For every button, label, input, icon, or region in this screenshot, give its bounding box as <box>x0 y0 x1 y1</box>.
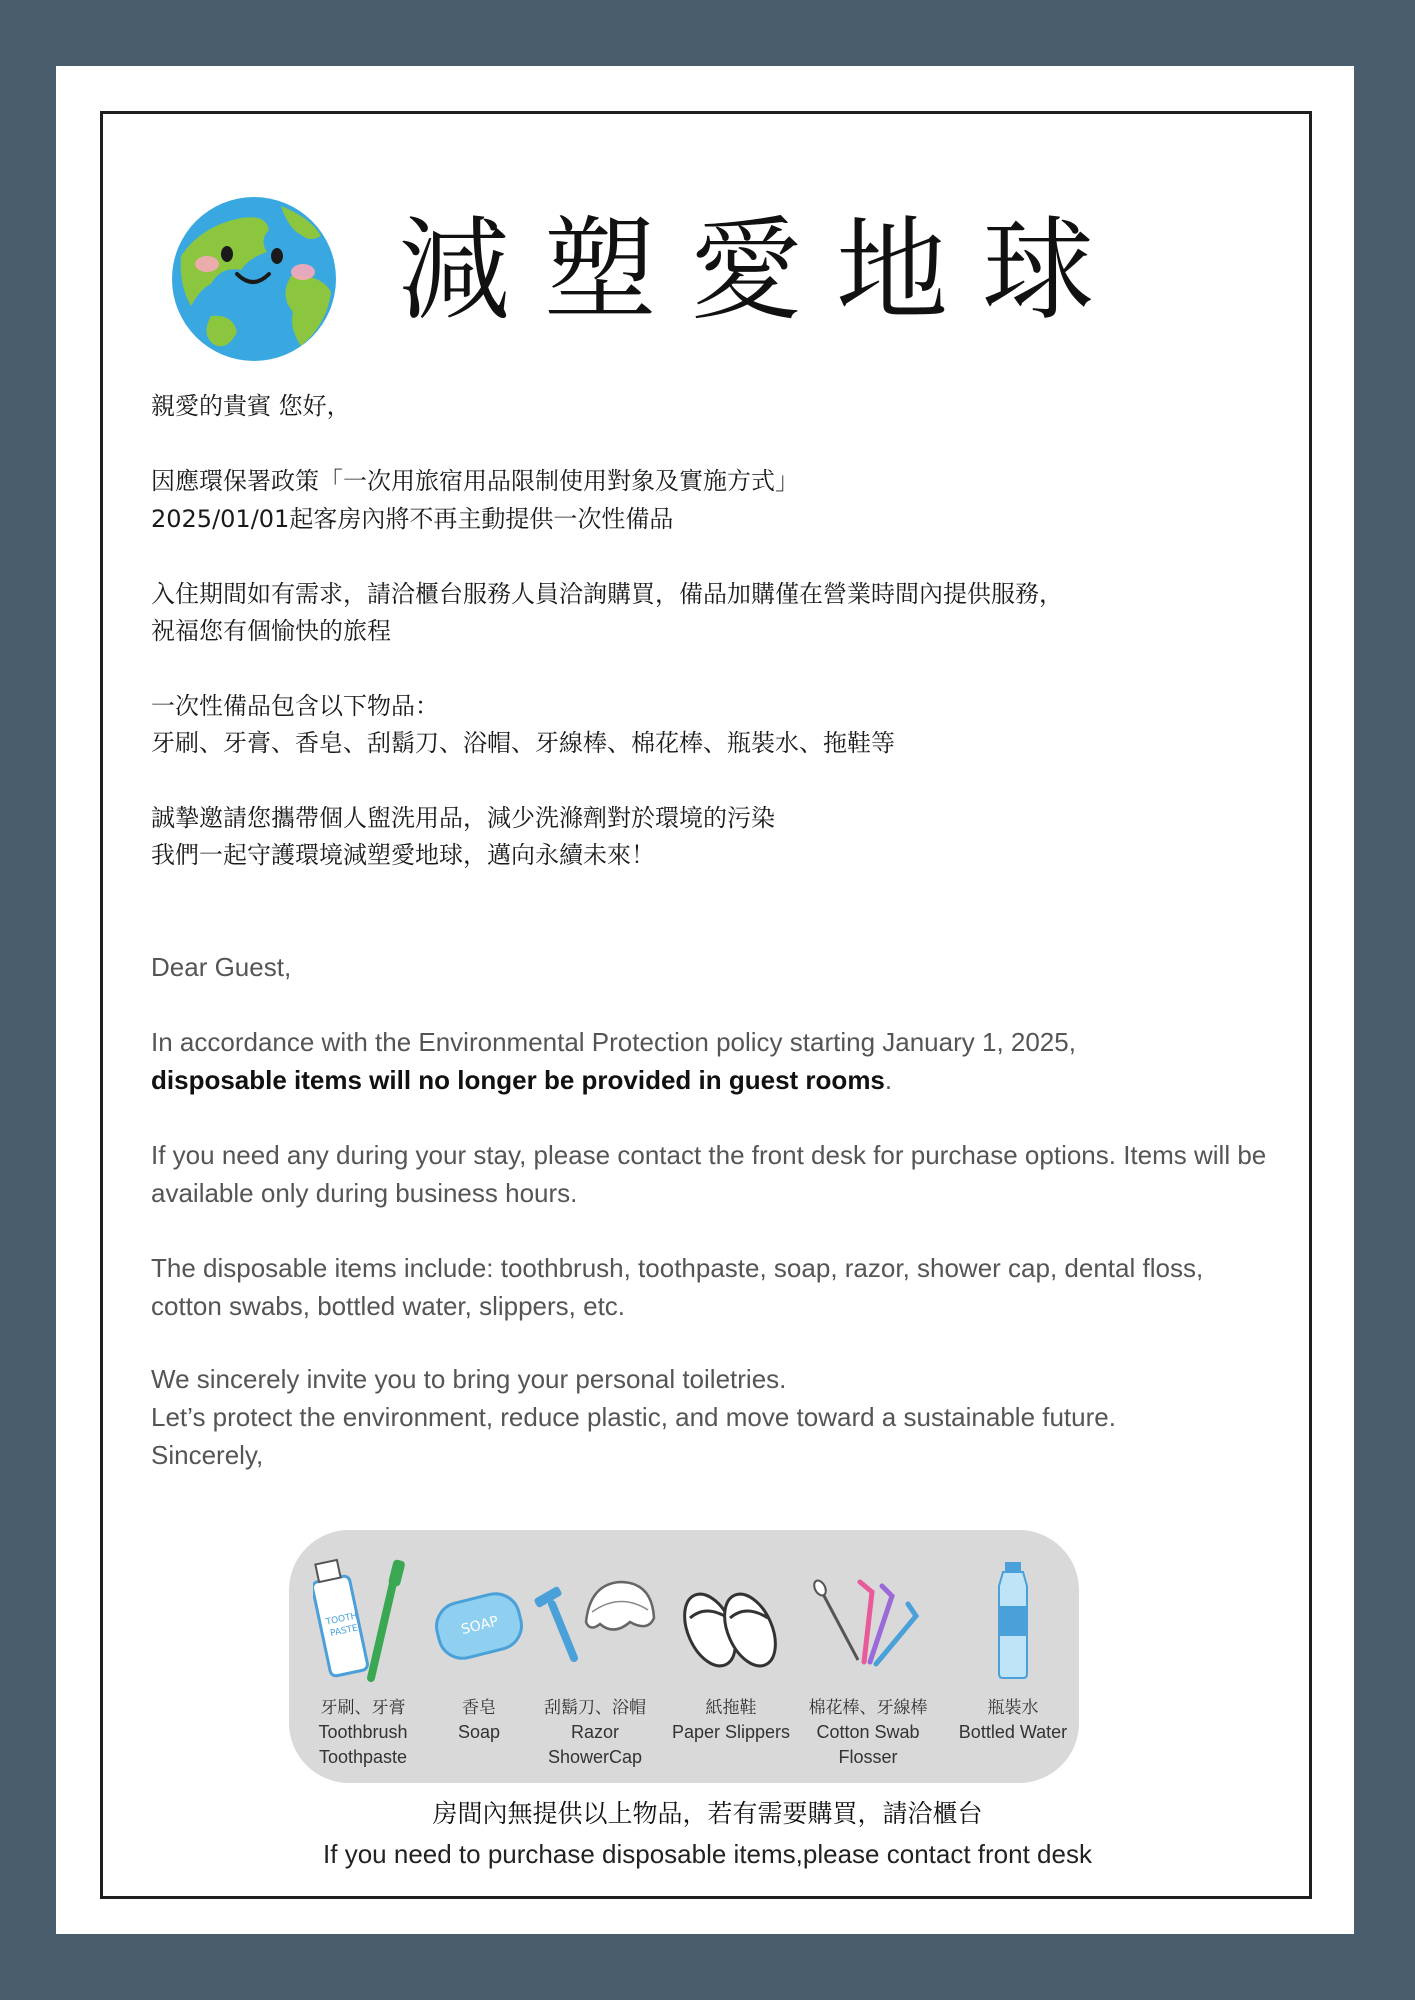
toothbrush-toothpaste-icon <box>313 1552 413 1688</box>
item-label-en-2: Flosser <box>838 1747 898 1767</box>
tube-label-1: TOOTH <box>324 1611 359 1628</box>
en-greeting: Dear Guest, <box>151 952 292 982</box>
en-policy-line-1: In accordance with the Environmental Protection policy starting January 1, 2025, <box>151 1027 1076 1057</box>
soap-icon <box>431 1552 527 1688</box>
en-invite-line-1: We sincerely invite you to bring your personal toiletries. <box>151 1364 787 1394</box>
en-signoff: Sincerely, <box>151 1440 264 1470</box>
item-soap <box>429 1530 529 1783</box>
zh-purchase-line-1: 入住期間如有需求，請洽櫃台服務人員洽詢購買，備品加購僅在營業時間內提供服務， <box>151 580 1063 608</box>
zh-policy-line-2: 2025/01/01起客房內將不再主動提供一次性備品 <box>151 505 674 533</box>
item-cotton-swab-flosser <box>803 1530 933 1783</box>
soap-label: SOAP <box>459 1613 501 1639</box>
item-label-zh: 刮鬍刀、浴帽 <box>544 1698 646 1718</box>
item-toothbrush-toothpaste <box>303 1530 423 1783</box>
smiling-earth-icon <box>171 196 337 362</box>
item-label-zh: 香皂 <box>462 1698 496 1718</box>
item-label-en-2: Toothpaste <box>318 1747 408 1767</box>
page-title: 減塑愛地球 <box>398 206 1128 336</box>
item-label-zh: 牙刷、牙膏 <box>320 1698 406 1718</box>
slippers-icon <box>676 1552 786 1688</box>
en-policy-paragraph <box>151 1023 1281 1099</box>
item-label-en-1: Bottled Water <box>958 1722 1068 1742</box>
zh-items-line-1: 一次性備品包含以下物品： <box>151 692 439 720</box>
zh-invite-line-2: 我們一起守護環境減塑愛地球，邁向永續未來！ <box>151 841 655 869</box>
item-label-en-1: Paper Slippers <box>671 1722 791 1742</box>
footer-notice-zh: 房間內無提供以上物品，若有需要購買，請洽櫃台 <box>432 1799 983 1828</box>
item-razor-shower-cap <box>527 1530 663 1783</box>
zh-invite-line-1: 誠摯邀請您攜帶個人盥洗用品，減少洗滌劑對於環境的污染 <box>151 804 775 832</box>
water-bottle-icon <box>983 1552 1043 1688</box>
footer-notice-en: If you need to purchase disposable items,please contact front desk <box>323 1839 1092 1869</box>
en-purchase-paragraph: If you need any during your stay, please contact the front desk for purchase options. Items will be available only during business hours. <box>151 1140 1267 1208</box>
en-policy-end: . <box>884 1065 893 1095</box>
zh-policy-line-1: 因應環保署政策「一次用旅宿用品限制使用對象及實施方式」 <box>151 467 799 495</box>
en-items-paragraph: The disposable items include: toothbrush, toothpaste, soap, razor, shower cap, dental floss, cotton swabs, bottled water, slippers, etc. <box>151 1253 1204 1321</box>
tube-label-2: PASTE <box>329 1623 359 1640</box>
item-label-en-1: Cotton Swab <box>816 1722 920 1742</box>
en-policy-bold: disposable items will no longer be provided in guest rooms <box>151 1065 885 1095</box>
item-label-zh: 瓶裝水 <box>987 1698 1039 1718</box>
item-label-en-1: Soap <box>457 1722 501 1742</box>
zh-items-line-2: 牙刷、牙膏、香皂、刮鬍刀、浴帽、牙線棒、棉花棒、瓶裝水、拖鞋等 <box>151 729 895 757</box>
cotton-swab-flosser-icon <box>808 1552 928 1688</box>
item-label-en-1: Razor <box>570 1722 619 1742</box>
zh-purchase-line-2: 祝福您有個愉快的旅程 <box>151 617 391 645</box>
item-bottled-water <box>953 1530 1073 1783</box>
disposable-items-panel <box>289 1530 1079 1783</box>
item-label-en-2: ShowerCap <box>547 1747 643 1767</box>
item-label-zh: 棉花棒、牙線棒 <box>808 1698 928 1718</box>
zh-greeting: 親愛的貴賓 您好， <box>151 392 351 420</box>
razor-shower-cap-icon <box>530 1552 660 1688</box>
item-label-zh: 紙拖鞋 <box>705 1698 757 1718</box>
en-invite-line-2: Let’s protect the environment, reduce plastic, and move toward a sustainable future. <box>151 1402 1116 1432</box>
item-label-en-1: Toothbrush <box>318 1722 408 1742</box>
item-paper-slippers <box>667 1530 795 1783</box>
